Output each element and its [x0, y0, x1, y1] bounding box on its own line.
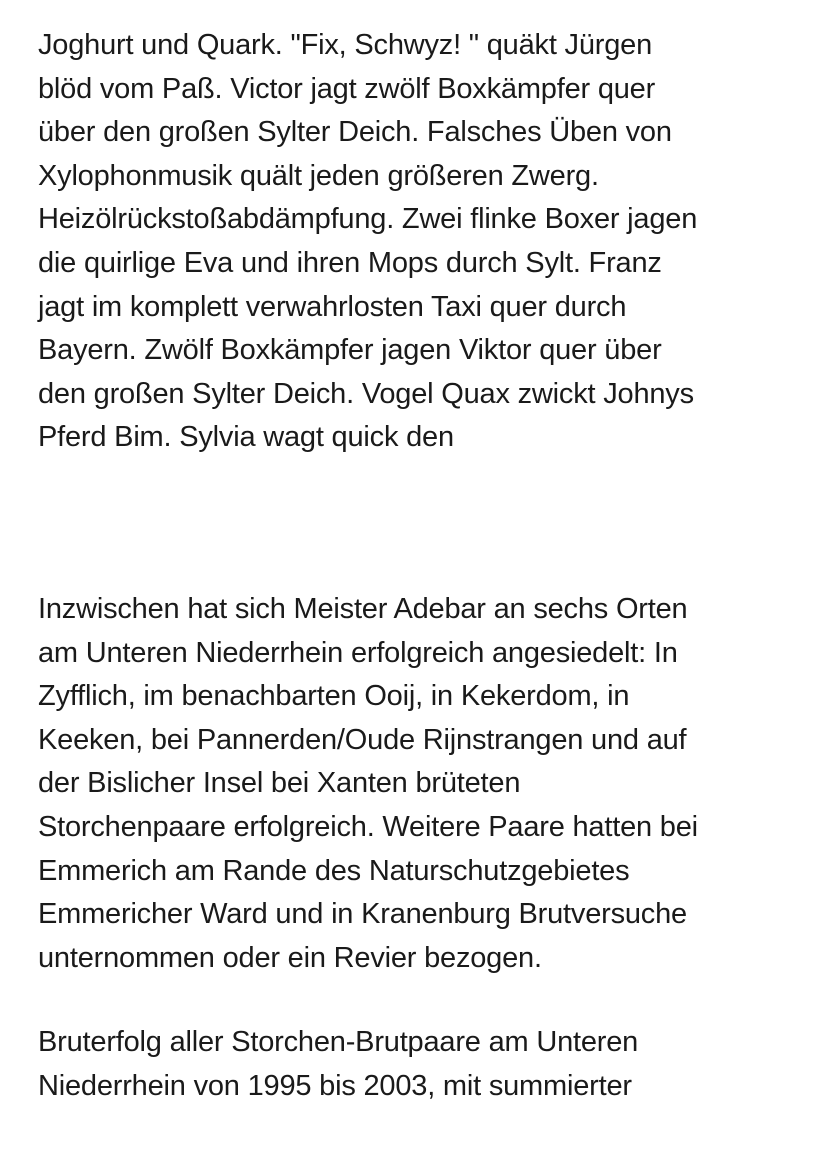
- text-line: Joghurt und Quark. "Fix, Schwyz! " quäkt Jürgen: [38, 29, 653, 61]
- text-line: die quirlige Eva und ihren Mops durch Sylt. Franz: [38, 246, 662, 279]
- text-line: Zyfflich, im benachbarten Ooij, in Kekerdom, in: [38, 680, 630, 713]
- text-line: blöd vom Paß. Victor jagt zwölf Boxkämpfer quer: [38, 72, 656, 105]
- text-line: Keeken, bei Pannerden/Oude Rijnstrangen und auf: [38, 723, 687, 756]
- paragraph-storks: [38, 588, 698, 980]
- text-line: über den großen Sylter Deich. Falsches Üben von: [38, 116, 672, 149]
- text-line: den großen Sylter Deich. Vogel Quax zwickt Johnys: [38, 377, 694, 410]
- text-line: Bayern. Zwölf Boxkämpfer jagen Viktor quer über: [38, 334, 662, 367]
- text-line: Emmerich am Rande des Naturschutzgebietes: [38, 854, 630, 887]
- text-line: Inzwischen hat sich Meister Adebar an sechs Orten: [38, 593, 688, 625]
- text-line: Bruterfolg aller Storchen-Brutpaare am Unteren: [38, 1026, 639, 1058]
- text-line: Pferd Bim. Sylvia wagt quick den: [38, 421, 454, 454]
- text-line: am Unteren Niederrhein erfolgreich angesiedelt: In: [38, 636, 678, 669]
- text-line: unternommen oder ein Revier bezogen.: [38, 941, 542, 974]
- text-line: der Bislicher Insel bei Xanten brüteten: [38, 767, 521, 800]
- paragraph-breeding-success: [38, 1021, 638, 1108]
- text-line: Emmericher Ward und in Kranenburg Brutversuche: [38, 898, 687, 931]
- paragraph-pangrams: [38, 24, 697, 460]
- text-line: Niederrhein von 1995 bis 2003, mit summierter: [38, 1069, 632, 1102]
- text-line: Heizölrückstoßabdämpfung. Zwei flinke Boxer jagen: [38, 203, 698, 236]
- text-line: Xylophonmusik quält jeden größeren Zwerg.: [38, 159, 599, 192]
- text-line: jagt im komplett verwahrlosten Taxi quer durch: [38, 290, 627, 323]
- text-line: Storchenpaare erfolgreich. Weitere Paare hatten bei: [38, 810, 698, 843]
